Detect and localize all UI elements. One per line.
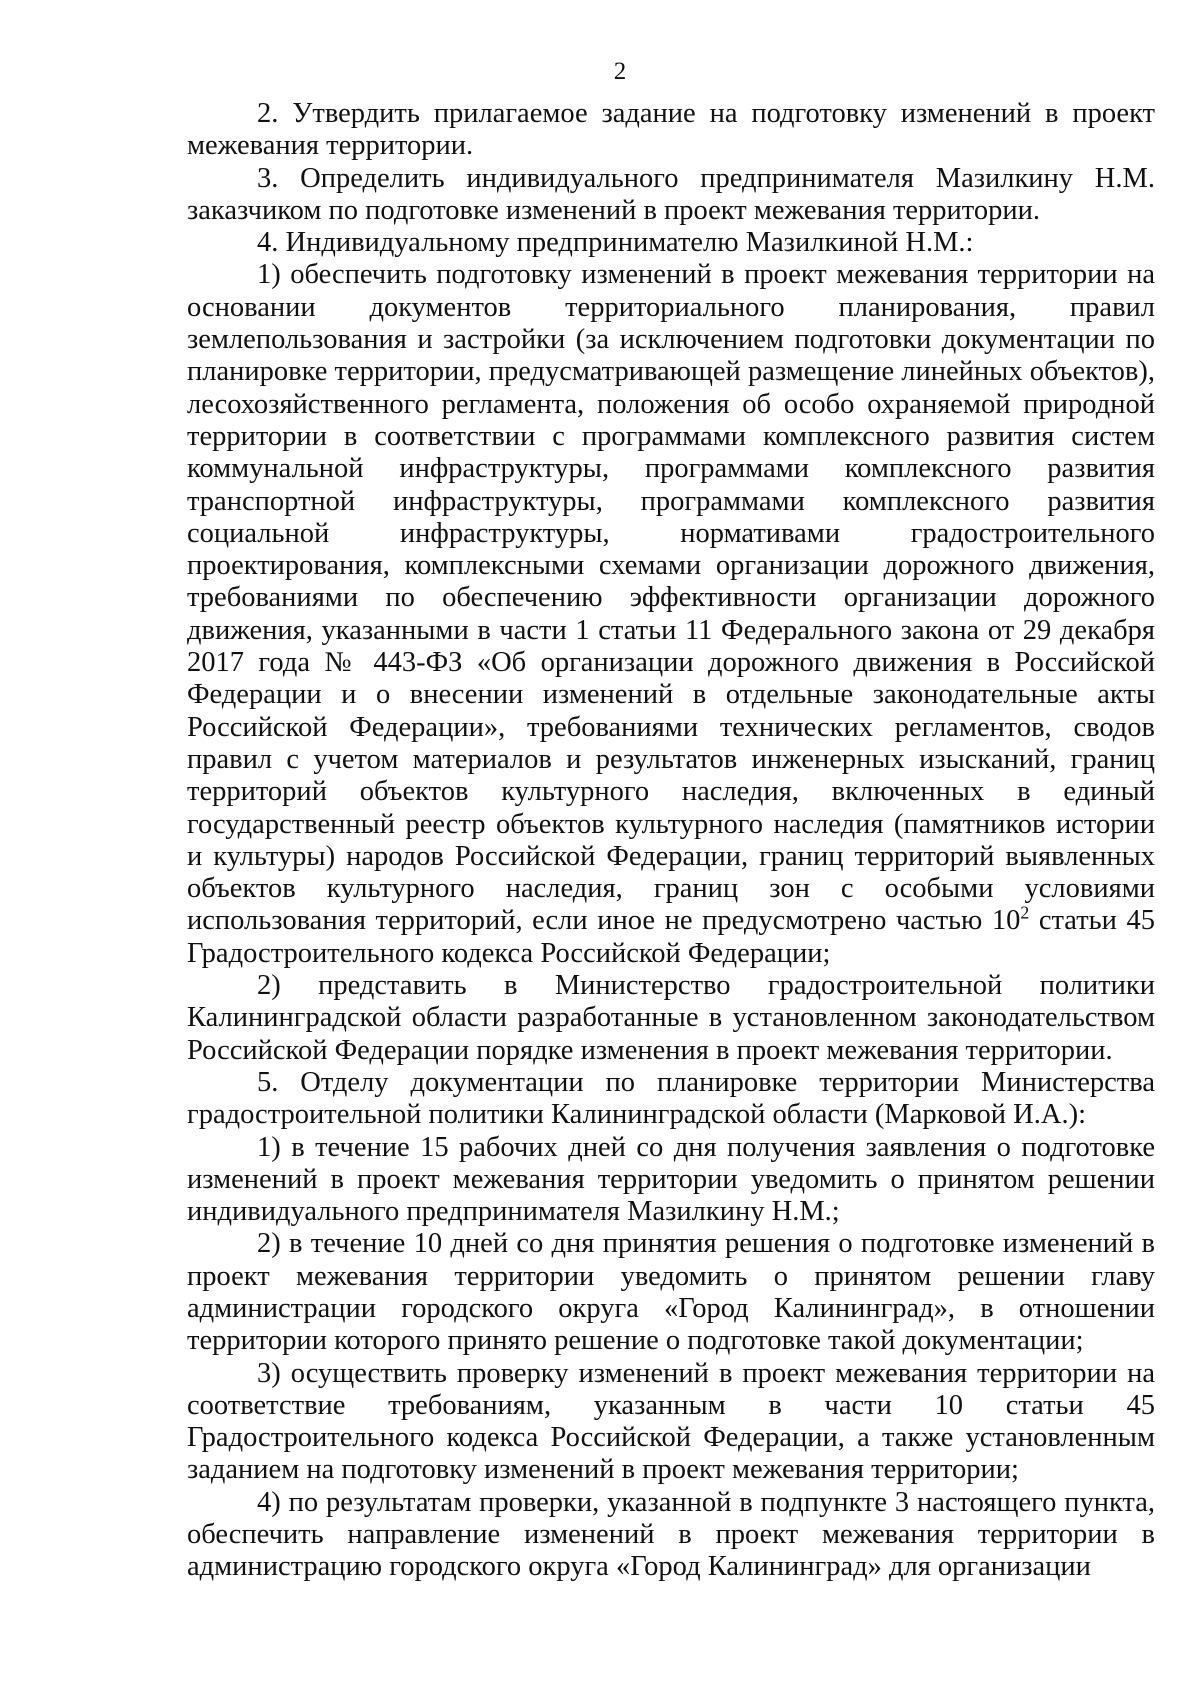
paragraph-4-1-text: 1) обеспечить подготовку изменений в проект межевания территории на основании документов территориального планирования, правил землепользования и застройки (за исключением подготовки документации по планировке территории, предусматривающей размещение линейных объектов), лесохозяйственного регламента, положения об особо охраняемой природной территории в соответствии с программами комплексного развития систем коммунальной инфраструктуры, программами комплексного развития транспортной инфраструктуры, программами комплексного развития социальной инфраструктуры, нормативами градостроительного проектирования, комплексными схемами организации дорожного движения, требованиями по обеспечению эффективности организации дорожного движения, указанными в части 1 статьи 11 Федерального закона от 29 декабря 2017 года № 443-ФЗ «Об организации дорожного движения в Российской Федерации и о внесении изменений в отдельные законодательные акты Российской Федерации», требованиями технических регламентов, сводов правил с учетом материалов и результатов инженерных изысканий, границ территорий объектов культурного наследия, включенных в единый государственный реестр объектов культурного наследия (памятников истории и культуры) народов Российской Федерации, границ территорий выявленных объектов культурного наследия, границ зон с особыми условиями использования территорий, если иное не предусмотрено частью 10 bbox=[187, 259, 1155, 937]
page-number: 2 bbox=[613, 58, 627, 85]
paragraph-5-3-verify-changes: 3) осуществить проверку изменений в проект межевания территории на соответствие требованиям, указанным в части 10 статьи 45 Градостроительного кодекса Российской Федерации, а также установленным заданием на подготовку изменений в проект межевания территории; bbox=[187, 1357, 1155, 1486]
paragraph-3-define-customer: 3. Определить индивидуального предпринимателя Мазилкину Н.М. заказчиком по подготовке изменений в проект межевания территории. bbox=[187, 162, 1155, 226]
paragraph-4-2-submit-to-ministry: 2) представить в Министерство градостроительной политики Калининградской области разработанные в установленном законодательством Российской Федерации порядке изменения в проект межевания территории. bbox=[187, 970, 1155, 1066]
paragraph-4-entrepreneur-heading: 4. Индивидуальному предпринимателю Мазилкиной Н.М.: bbox=[257, 227, 974, 259]
paragraph-5-department-heading: 5. Отделу документации по планировке территории Министерства градостроительной политики Калининградской области (Марковой И.А.): bbox=[187, 1066, 1155, 1131]
paragraph-4-1-ensure-preparation bbox=[187, 259, 1155, 970]
paragraph-5-2-notify-administration: 2) в течение 10 дней со дня принятия решения о подготовке изменений в проект межевания территории уведомить о принятом решении главу администрации городского округа «Город Калининград», в отношении территории которого принято решение о подготовке такой документации; bbox=[187, 1228, 1155, 1357]
paragraph-5-4-send-changes: 4) по результатам проверки, указанной в подпункте 3 настоящего пункта, обеспечить направление изменений в проект межевания территории в администрацию городского округа «Город Калининград» для организации bbox=[187, 1486, 1155, 1583]
document-body bbox=[187, 98, 1155, 1584]
superscript-two: 2 bbox=[1020, 902, 1030, 923]
paragraph-4-1-tail: статьи 45 Градостроительного кодекса Российской Федерации; bbox=[187, 905, 1155, 969]
paragraph-5-1-notify-entrepreneur: 1) в течение 15 рабочих дней со дня получения заявления о подготовке изменений в проект межевания территории уведомить о принятом решении индивидуального предпринимателя Мазилкину Н.М.; bbox=[187, 1131, 1155, 1228]
paragraph-2-approve-task: 2. Утвердить прилагаемое задание на подготовку изменений в проект межевания территории. bbox=[187, 98, 1155, 162]
